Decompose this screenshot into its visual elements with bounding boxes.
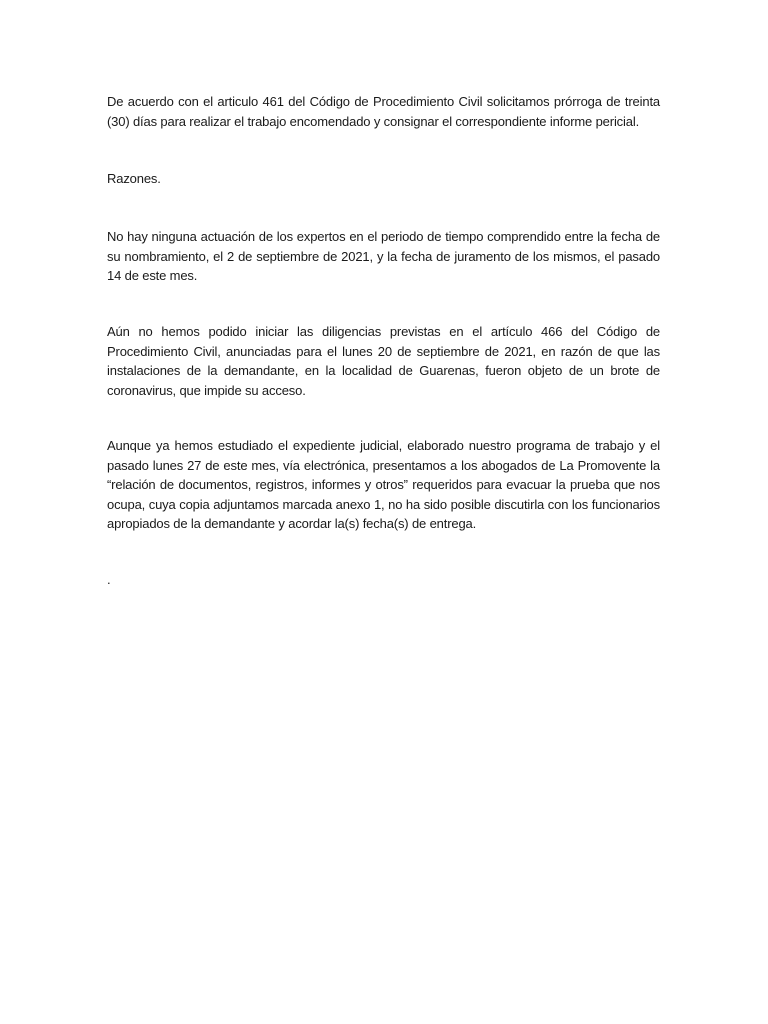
paragraph-reason-no-actuacion: No hay ninguna actuación de los expertos en el periodo de tiempo comprendido entre la fecha de su nombramiento, el 2 de septiembre de 2021, y la fecha de juramento de los mismos, el pasado 14 de este mes.	[107, 229, 660, 283]
paragraph-reason-diligencias: Aún no hemos podido iniciar las diligencias previstas en el artículo 466 del Código de Procedimiento Civil, anunciadas para el lunes 20 de septiembre de 2021, en razón de que las instalaciones de la demandante, en la localidad de Guarenas, fueron objeto de un brote de coronavirus, que impide su acceso.	[107, 324, 660, 398]
paragraph-prorroga-request: De acuerdo con el articulo 461 del Código de Procedimiento Civil solicitamos prórroga de treinta (30) días para realizar el trabajo encomendado y consignar el correspondiente informe pericial.	[107, 94, 660, 129]
paragraph-razones-heading: Razones.	[107, 171, 161, 186]
paragraph-trailing-period: .	[107, 572, 111, 587]
paragraph-reason-expediente: Aunque ya hemos estudiado el expediente judicial, elaborado nuestro programa de trabajo y el pasado lunes 27 de este mes, vía electrónica, presentamos a los abogados de La Promovente la “relación de documentos, registros, informes y otros” requeridos para evacuar la prueba que nos ocupa, cuya copia adjuntamos marcada anexo 1, no ha sido posible discutirla con los funcionarios apropiados de la demandante y acordar la(s) fecha(s) de entrega.	[107, 438, 660, 531]
